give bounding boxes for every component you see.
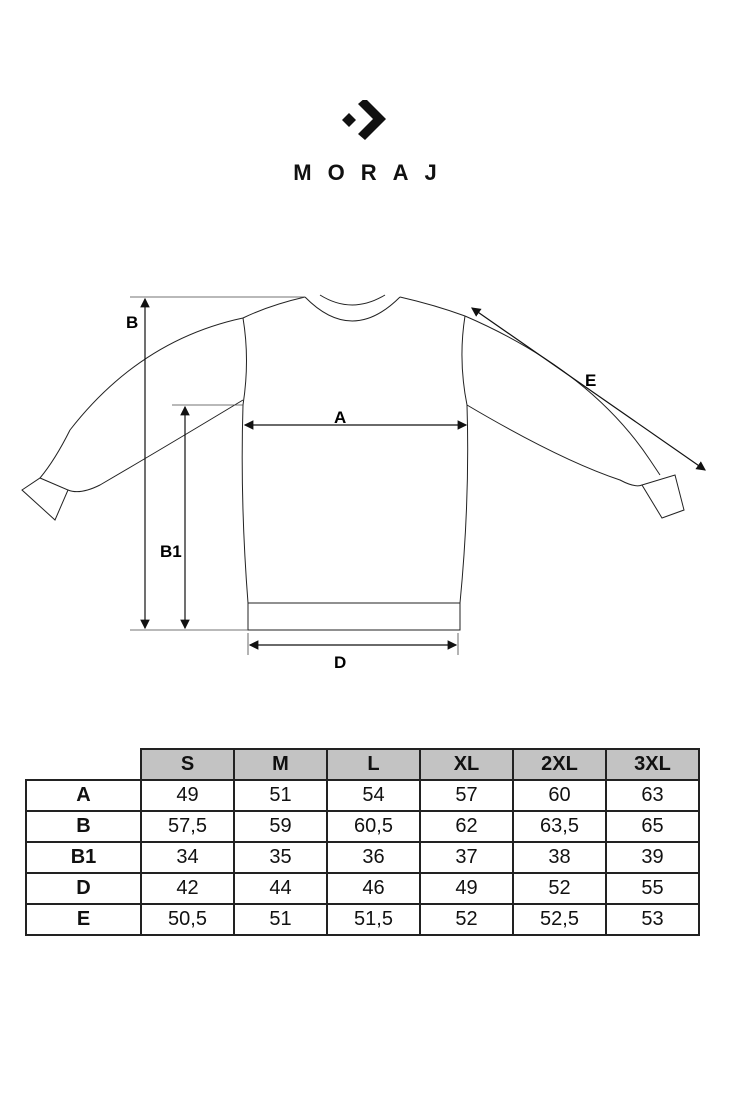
row-label: E [26, 904, 141, 935]
table-cell: 57 [420, 780, 513, 811]
table-cell: 39 [606, 842, 699, 873]
table-cell: 34 [141, 842, 234, 873]
row-label: D [26, 873, 141, 904]
label-b: B [126, 313, 139, 332]
table-cell: 60 [513, 780, 606, 811]
size-table [25, 748, 700, 936]
table-cell: 36 [327, 842, 420, 873]
table-cell: 60,5 [327, 811, 420, 842]
table-cell: 52,5 [513, 904, 606, 935]
row-label: B [26, 811, 141, 842]
table-cell: 54 [327, 780, 420, 811]
table-cell: 65 [606, 811, 699, 842]
table-cell: 63 [606, 780, 699, 811]
row-label: A [26, 780, 141, 811]
size-header: XL [420, 749, 513, 780]
table-row [26, 811, 699, 842]
label-b1: B1 [160, 542, 182, 561]
table-cell: 51,5 [327, 904, 420, 935]
table-cell: 37 [420, 842, 513, 873]
table-cell: 50,5 [141, 904, 234, 935]
table-row [26, 842, 699, 873]
header-blank [26, 749, 141, 780]
size-header-row [26, 749, 699, 780]
dimension-arrows [145, 299, 705, 645]
table-cell: 55 [606, 873, 699, 904]
size-header: 3XL [606, 749, 699, 780]
table-cell: 57,5 [141, 811, 234, 842]
size-header: 2XL [513, 749, 606, 780]
table-cell: 51 [234, 780, 327, 811]
table-cell: 59 [234, 811, 327, 842]
brand-name: MORAJ [293, 160, 453, 185]
table-cell: 49 [141, 780, 234, 811]
table-cell: 52 [420, 904, 513, 935]
table-row [26, 873, 699, 904]
size-header: M [234, 749, 327, 780]
table-cell: 53 [606, 904, 699, 935]
label-a: A [334, 408, 347, 427]
table-cell: 62 [420, 811, 513, 842]
label-d: D [334, 653, 347, 672]
table-cell: 52 [513, 873, 606, 904]
table-cell: 44 [234, 873, 327, 904]
size-header: L [327, 749, 420, 780]
table-cell: 35 [234, 842, 327, 873]
table-cell: 51 [234, 904, 327, 935]
table-cell: 49 [420, 873, 513, 904]
size-header: S [141, 749, 234, 780]
table-cell: 63,5 [513, 811, 606, 842]
table-row [26, 780, 699, 811]
sweater-outline [22, 295, 684, 630]
label-e: E [585, 371, 597, 390]
table-row [26, 904, 699, 935]
table-cell: 38 [513, 842, 606, 873]
table-cell: 42 [141, 873, 234, 904]
extension-lines [130, 297, 458, 655]
row-label: B1 [26, 842, 141, 873]
table-cell: 46 [327, 873, 420, 904]
